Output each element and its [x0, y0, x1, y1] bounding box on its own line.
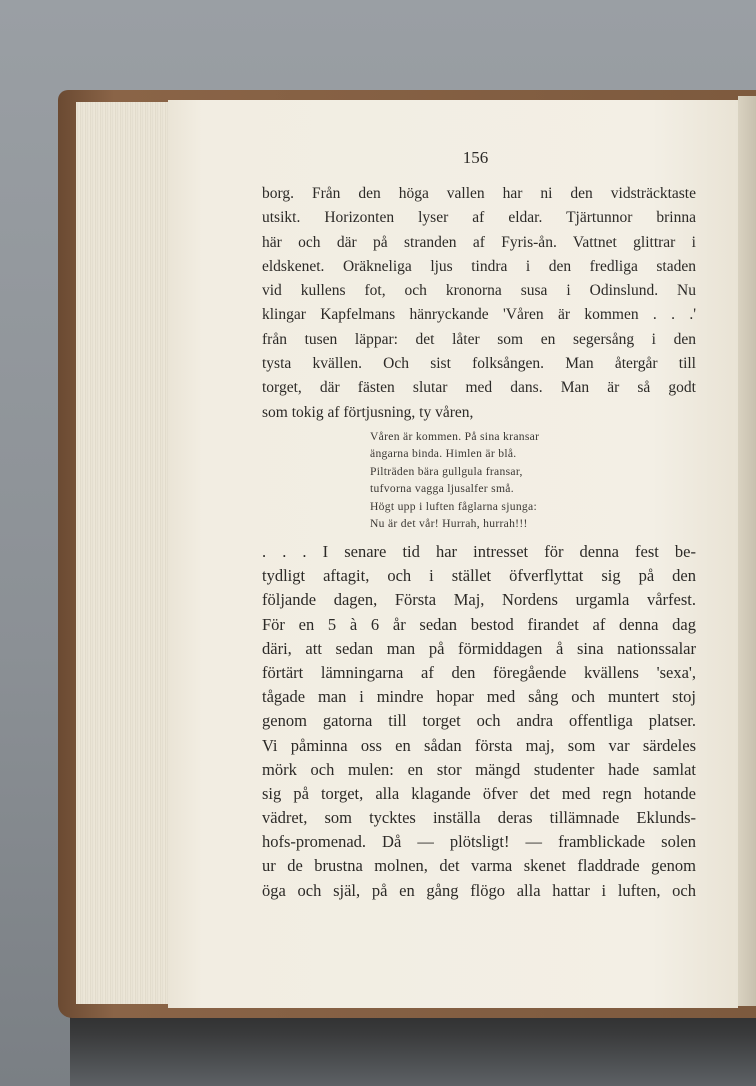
- poem-line: Nu är det vår! Hurrah, hurrah!!!: [370, 517, 528, 531]
- text-line: tydligt aftagit, och i stället öfverflyttat sig på den: [262, 566, 696, 586]
- text-line: mörk och mulen: en stor mängd studenter hade samlat: [262, 759, 696, 779]
- poem-line: tufvorna vagga ljusalfer små.: [370, 482, 514, 496]
- text-line: tysta kvällen. Och sist folksången. Man återgår till: [262, 355, 696, 373]
- poem-line: ängarna binda. Himlen är blå.: [370, 447, 517, 461]
- poem-line: Högt upp i luften fåglarna sjunga:: [370, 499, 537, 513]
- text-line: genom gatorna till torget och andra offentliga platser.: [262, 711, 696, 731]
- text-line: vädret, som tycktes inställa deras tillämnade Eklunds-: [262, 808, 696, 828]
- poem-line: Pilträden bära gullgula fransar,: [370, 464, 523, 478]
- text-line: sig på torget, alla klagande öfver det med regn hotande: [262, 783, 696, 803]
- text-line: som tokig af förtjusning, ty våren,: [262, 403, 474, 421]
- facing-page-edge: [738, 96, 756, 1006]
- paragraph-2: [262, 540, 696, 903]
- text-line: vid kullens fot, och kronorna susa i Odinslund. Nu: [262, 282, 696, 300]
- page-number: 156: [462, 148, 489, 167]
- text-line: tågade man i mindre hopar med sång och muntert stoj: [262, 687, 696, 707]
- page-edges: [76, 102, 176, 1004]
- text-line: följande dagen, Första Maj, Nordens urgamla vårfest.: [262, 590, 696, 610]
- text-line: För en 5 à 6 år sedan bestod firandet af denna dag: [262, 614, 696, 634]
- poem-line: Våren är kommen. På sina kransar: [370, 430, 540, 443]
- poem-stanza: [370, 428, 610, 532]
- text-line: däri, att sedan man på förmiddagen å sina nationssalar: [262, 638, 696, 658]
- text-line: eldskenet. Oräkneliga ljus tindra i den fredliga staden: [262, 257, 696, 275]
- text-line: torget, där fästen slutar med dans. Man är så godt: [262, 379, 696, 397]
- text-line: öga och själ, på en gång flögo alla hattar i luften, och: [262, 880, 696, 900]
- text-line: borg. Från den höga vallen har ni den vidsträcktaste: [262, 185, 696, 202]
- text-line: klingar Kapfelmans hänryckande 'Våren är kommen . . .': [262, 306, 696, 324]
- text-line: ur de brustna molnen, det varma skenet fladdrade genom: [262, 856, 696, 876]
- text-line: här och där på stranden af Fyris-ån. Vattnet glittrar i: [262, 233, 696, 251]
- text-line: hofs-promenad. Då — plötsligt! — framblickade solen: [262, 832, 696, 852]
- text-line: utsikt. Horizonten lyser af eldar. Tjärtunnor brinna: [262, 209, 696, 227]
- text-line: . . . I senare tid har intresset för denna fest be-: [262, 542, 696, 561]
- text-line: Vi påminna oss en sådan första maj, som var särdeles: [262, 735, 696, 755]
- paragraph-1: [262, 182, 696, 425]
- text-line: från tusen läppar: det låter som en segersång i den: [262, 330, 696, 348]
- text-line: förtärt lämningarna af den föregående kvällens 'sexa',: [262, 662, 696, 682]
